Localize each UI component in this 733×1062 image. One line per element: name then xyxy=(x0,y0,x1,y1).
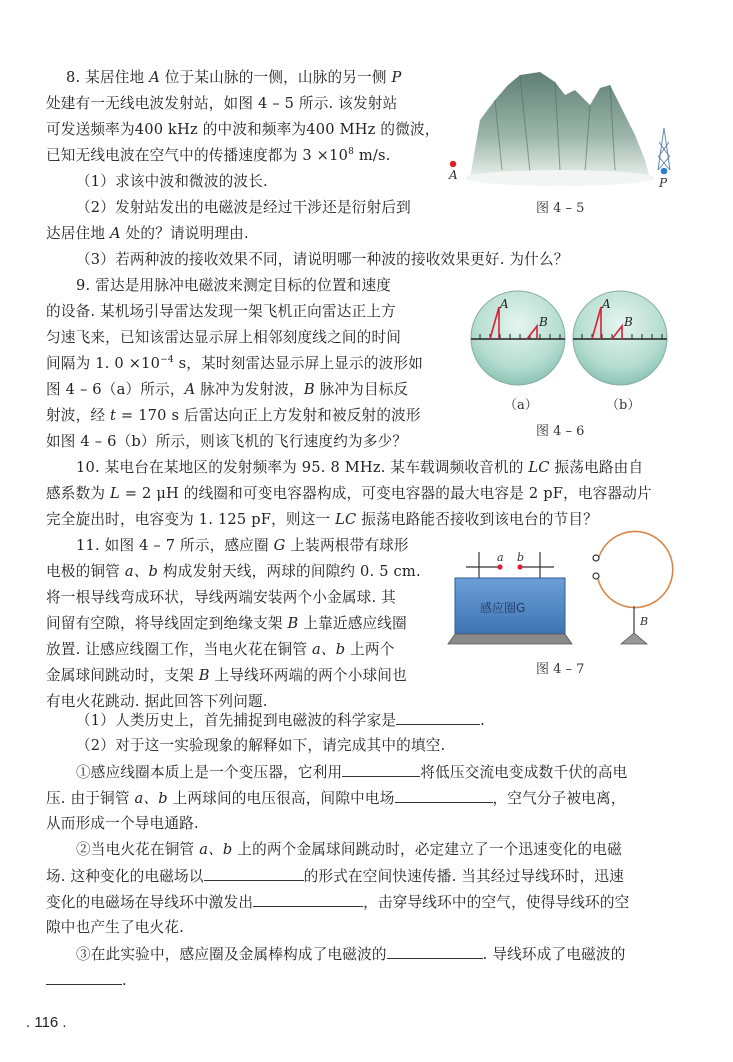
q8-text: 位于某山脉的一侧，山脉的另一侧 xyxy=(159,69,392,86)
q9-text: 脉冲为发射波， xyxy=(195,381,304,398)
svg-text:A: A xyxy=(500,297,509,311)
q11-text: 上两球间的电压很高，间隙中电场 xyxy=(167,790,395,807)
q11-text: . 导线环成了电磁波的 xyxy=(482,946,626,963)
q8-text: 处的？请说明理由. xyxy=(120,225,249,242)
q11-text: （1）人类历史上，首先捕捉到电磁波的科学家是 xyxy=(76,712,397,729)
var-ab: a、b xyxy=(199,841,233,858)
q10-line-2 xyxy=(46,484,652,504)
radar-screen-a xyxy=(471,291,565,385)
q11-item-1-line-1 xyxy=(76,762,627,783)
q11-part-2: （2）对于这一实验现象的解释如下，请完成其中的填空. xyxy=(76,737,446,754)
q11-item-2-line-4: 隙中也产生了电火花. xyxy=(46,919,184,936)
q11-text: 上的两个金属球间跳动时，必定建立了一个迅速变化的电磁 xyxy=(232,841,622,858)
svg-text:A: A xyxy=(449,168,458,182)
q11-text: 压. 由于铜管 xyxy=(46,790,135,807)
wire-loop-on-stand-B xyxy=(593,532,673,645)
q8-line-1 xyxy=(66,68,402,88)
q11-line-6 xyxy=(46,666,407,686)
q9-line-4 xyxy=(46,354,423,374)
q11-item-2-line-1 xyxy=(76,840,622,860)
radio-tower-icon xyxy=(658,128,670,170)
q8-sub-1: （1）求该中波和微波的波长. xyxy=(76,173,268,190)
q11-line-1 xyxy=(76,536,409,556)
q11-text: 的形式在空间快速传播. 当其经过导线环时，迅速 xyxy=(303,868,624,885)
q11-part-1 xyxy=(76,710,485,731)
q11-item-2-line-2 xyxy=(46,866,624,887)
q11-item-3-line-2 xyxy=(46,970,127,991)
q8-line-3: 可发送频率为400 kHz 的中波和频率为400 MHz 的微波， xyxy=(46,121,440,138)
figure-4-6-radar-screens xyxy=(470,290,710,390)
q9-line-1: 9. 雷达是用脉冲电磁波来测定目标的位置和速度 xyxy=(76,277,392,294)
answer-blank-principle[interactable] xyxy=(342,762,420,777)
q11-line-7: 有电火花跳动. 据此回答下列问题. xyxy=(46,693,268,710)
q8-text: m/s. xyxy=(354,147,391,164)
q9-line-7: 如图 4 – 6（b）所示，则该飞机的飞行速度约为多少？ xyxy=(46,433,408,450)
svg-text:B: B xyxy=(640,615,649,628)
var-B: B xyxy=(303,381,315,398)
q8-line-4 xyxy=(46,146,391,166)
var-A: A xyxy=(184,381,196,398)
figure-4-5-mountain xyxy=(440,60,733,190)
figure-4-6-caption: 图 4 – 6 xyxy=(536,424,585,439)
q8-text: 已知无线电波在空气中的传播速度都为 3 ×10 xyxy=(46,147,349,164)
answer-blank-induced[interactable] xyxy=(253,892,363,907)
var-ab: a、b xyxy=(312,641,346,658)
q10-text: 感系数为 xyxy=(46,485,111,502)
q11-text: ②当电火花在铜管 xyxy=(76,841,200,858)
q11-item-1-line-2 xyxy=(46,788,626,809)
q9-line-2: 的设备. 某机场引导雷达发现一架飞机正向雷达正上方 xyxy=(46,303,396,320)
radar-screen-b xyxy=(573,291,667,385)
q11-text: 上导线环两端的两个小球间也 xyxy=(209,667,407,684)
var-ab: a、b xyxy=(134,790,168,807)
q11-line-5 xyxy=(46,640,395,660)
point-P-dot xyxy=(661,168,668,175)
q11-text: 上两个 xyxy=(345,641,395,658)
figure-4-7-caption: 图 4 – 7 xyxy=(536,662,585,677)
q11-text: . xyxy=(122,972,127,989)
point-A-dot xyxy=(450,161,456,167)
q10-text: 振荡电路能否接收到该电台的节目？ xyxy=(356,511,598,528)
answer-blank-propagation[interactable] xyxy=(204,866,304,881)
q10-text: 完全旋出时，电容变为 1. 125 pF，则这一 xyxy=(46,511,336,528)
var-A: A xyxy=(110,225,121,242)
page-number: . 116 . xyxy=(26,1014,67,1031)
q8-sub-3: （3）若两种波的接收效果不同，请说明哪一种波的接收效果更好. 为什么？ xyxy=(76,251,569,268)
q11-text: 电极的铜管 xyxy=(46,563,125,580)
q11-text: 变化的电磁场在导线环中激发出 xyxy=(46,894,254,911)
q9-text: 间隔为 1. 0 ×10 xyxy=(46,355,161,372)
q11-text: ，击穿导线环中的空气，使得导线环的空 xyxy=(363,894,630,911)
q8-sub-2-cont xyxy=(46,224,249,244)
exponent: 8 xyxy=(348,147,354,157)
q11-line-3: 将一根导线弯成环状，导线两端安装两个小金属球. 其 xyxy=(46,589,396,606)
q11-text: ，空气分子被电离， xyxy=(492,790,626,807)
q11-text: 上装两根带有球形 xyxy=(285,537,409,554)
q11-text: 将低压交流电变成数千伏的高电 xyxy=(420,764,628,781)
q8-text: 8. 某居住地 xyxy=(66,69,150,86)
q11-text: 间留有空隙，将导线固定到绝缘支架 xyxy=(46,615,288,632)
var-P: P xyxy=(391,69,402,86)
q11-text: 金属球间跳动时，支架 xyxy=(46,667,199,684)
q11-text: ①感应线圈本质上是一个变压器，它利用 xyxy=(76,764,343,781)
q9-text: 射波，经 xyxy=(46,407,111,424)
var-LC: LC xyxy=(335,511,357,528)
figure-4-6-sub-a: （a） xyxy=(504,398,538,413)
q11-line-4 xyxy=(46,614,407,634)
q9-text: = 170 s 后雷达向正上方发射和被反射的波形 xyxy=(116,407,421,424)
q11-item-2-line-3 xyxy=(46,892,629,913)
var-B: B xyxy=(198,667,210,684)
answer-blank-receiver[interactable] xyxy=(46,970,122,985)
svg-text:B: B xyxy=(539,315,548,329)
var-G: G xyxy=(273,537,286,554)
svg-text:P: P xyxy=(659,176,668,190)
svg-text:b: b xyxy=(517,551,525,564)
q10-line-1 xyxy=(76,458,643,478)
var-A: A xyxy=(149,69,160,86)
figure-4-7-induction-coil xyxy=(440,530,733,655)
var-ab: a、b xyxy=(124,563,159,580)
q9-text: 脉冲为目标反 xyxy=(314,381,409,398)
induction-coil-box xyxy=(448,551,572,644)
q8-sub-2: （2）发射站发出的电磁波是经过干涉还是衍射后到 xyxy=(76,199,411,216)
answer-blank-transmitter[interactable] xyxy=(387,944,483,959)
answer-blank-scientist[interactable] xyxy=(396,710,480,725)
q9-text: s，某时刻雷达显示屏上显示的波形如 xyxy=(173,355,424,372)
q11-text: 放置. 让感应线圈工作，当电火花在铜管 xyxy=(46,641,313,658)
q8-line-2: 处建有一无线电波发射站，如图 4 – 5 所示. 该发射站 xyxy=(46,95,398,112)
q11-item-3-line-1 xyxy=(76,944,626,965)
svg-text:a: a xyxy=(497,551,504,564)
q11-text: . xyxy=(480,712,485,729)
q8-text: 达居住地 xyxy=(46,225,111,242)
var-L: L xyxy=(110,485,120,502)
q9-text: 图 4 – 6（a）所示， xyxy=(46,381,185,398)
q11-item-1-line-3: 从而形成一个导电通路. xyxy=(46,815,199,832)
q11-text: 构成发射天线，两球的间隙约 0. 5 cm. xyxy=(158,563,421,580)
q10-text: 振荡电路由自 xyxy=(549,459,644,476)
answer-blank-field[interactable] xyxy=(395,788,493,803)
q9-line-5 xyxy=(46,380,408,400)
q11-text: 11. 如图 4 – 7 所示，感应圈 xyxy=(76,537,274,554)
q11-text: 场. 这种变化的电磁场以 xyxy=(46,868,204,885)
var-t: t xyxy=(110,407,117,424)
exponent: −4 xyxy=(160,355,174,365)
q10-text: 10. 某电台在某地区的发射频率为 95. 8 MHz. 某车载调频收音机的 xyxy=(76,459,529,476)
q11-line-2 xyxy=(46,562,421,582)
q10-text: = 2 μH 的线圈和可变电容器构成，可变电容器的最大电容是 2 pF，电容器动片 xyxy=(119,485,652,502)
q11-text: ③在此实验中，感应圈及金属棒构成了电磁波的 xyxy=(76,946,387,963)
var-B: B xyxy=(287,615,299,632)
svg-text:B: B xyxy=(624,315,633,329)
svg-text:A: A xyxy=(602,297,611,311)
q11-text: 上靠近感应线圈 xyxy=(298,615,407,632)
q10-line-3 xyxy=(46,510,598,530)
figure-4-5-caption: 图 4 – 5 xyxy=(536,201,585,216)
var-LC: LC xyxy=(528,459,550,476)
figure-4-6-sub-b: （b） xyxy=(606,398,641,413)
q9-line-6 xyxy=(46,406,421,426)
svg-text:感应圈G: 感应圈G xyxy=(480,601,526,615)
q9-line-3: 匀速飞来，已知该雷达显示屏上相邻刻度线之间的时间 xyxy=(46,329,402,346)
